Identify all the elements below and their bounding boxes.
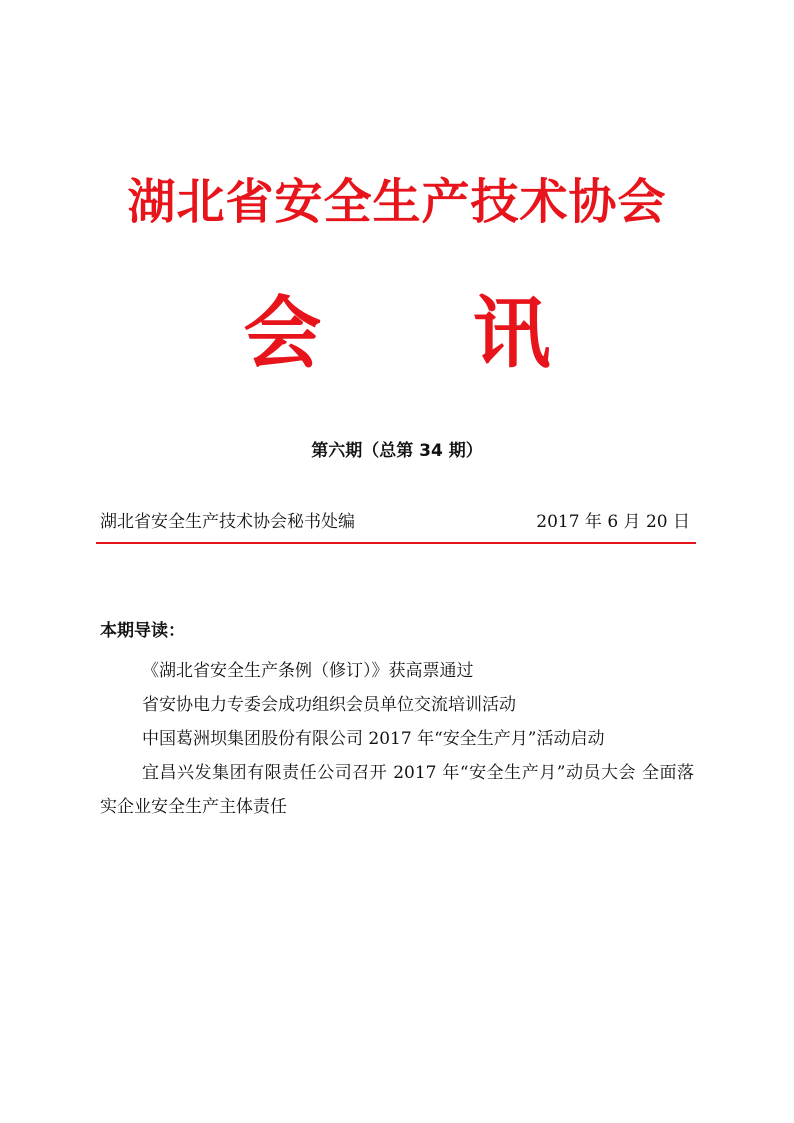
editor-date-row (100, 508, 694, 536)
guide-item: 省安协电力专委会成功组织会员单位交流培训活动 (142, 695, 516, 715)
guide-item: 宜昌兴发集团有限责任公司召开 2017 年“安全生产月”动员大会 全面落实企业安全生产主体责任 (100, 763, 694, 817)
document-title: 会 讯 (243, 288, 613, 379)
publication-date: 2017 年 6 月 20 日 (536, 512, 690, 532)
red-divider (96, 542, 696, 544)
issue-number: 第六期（总第 34 期） (311, 441, 483, 461)
guide-item: 中国葛洲坝集团股份有限公司 2017 年“安全生产月”活动启动 (142, 729, 605, 749)
guide-item: 《湖北省安全生产条例（修订）》获高票通过 (142, 661, 474, 681)
guide-heading: 本期导读： (100, 621, 185, 641)
guide-list (100, 654, 694, 824)
organization-title: 湖北省安全生产技术协会 (127, 174, 667, 230)
editor-line: 湖北省安全生产技术协会秘书处编 (100, 512, 355, 532)
